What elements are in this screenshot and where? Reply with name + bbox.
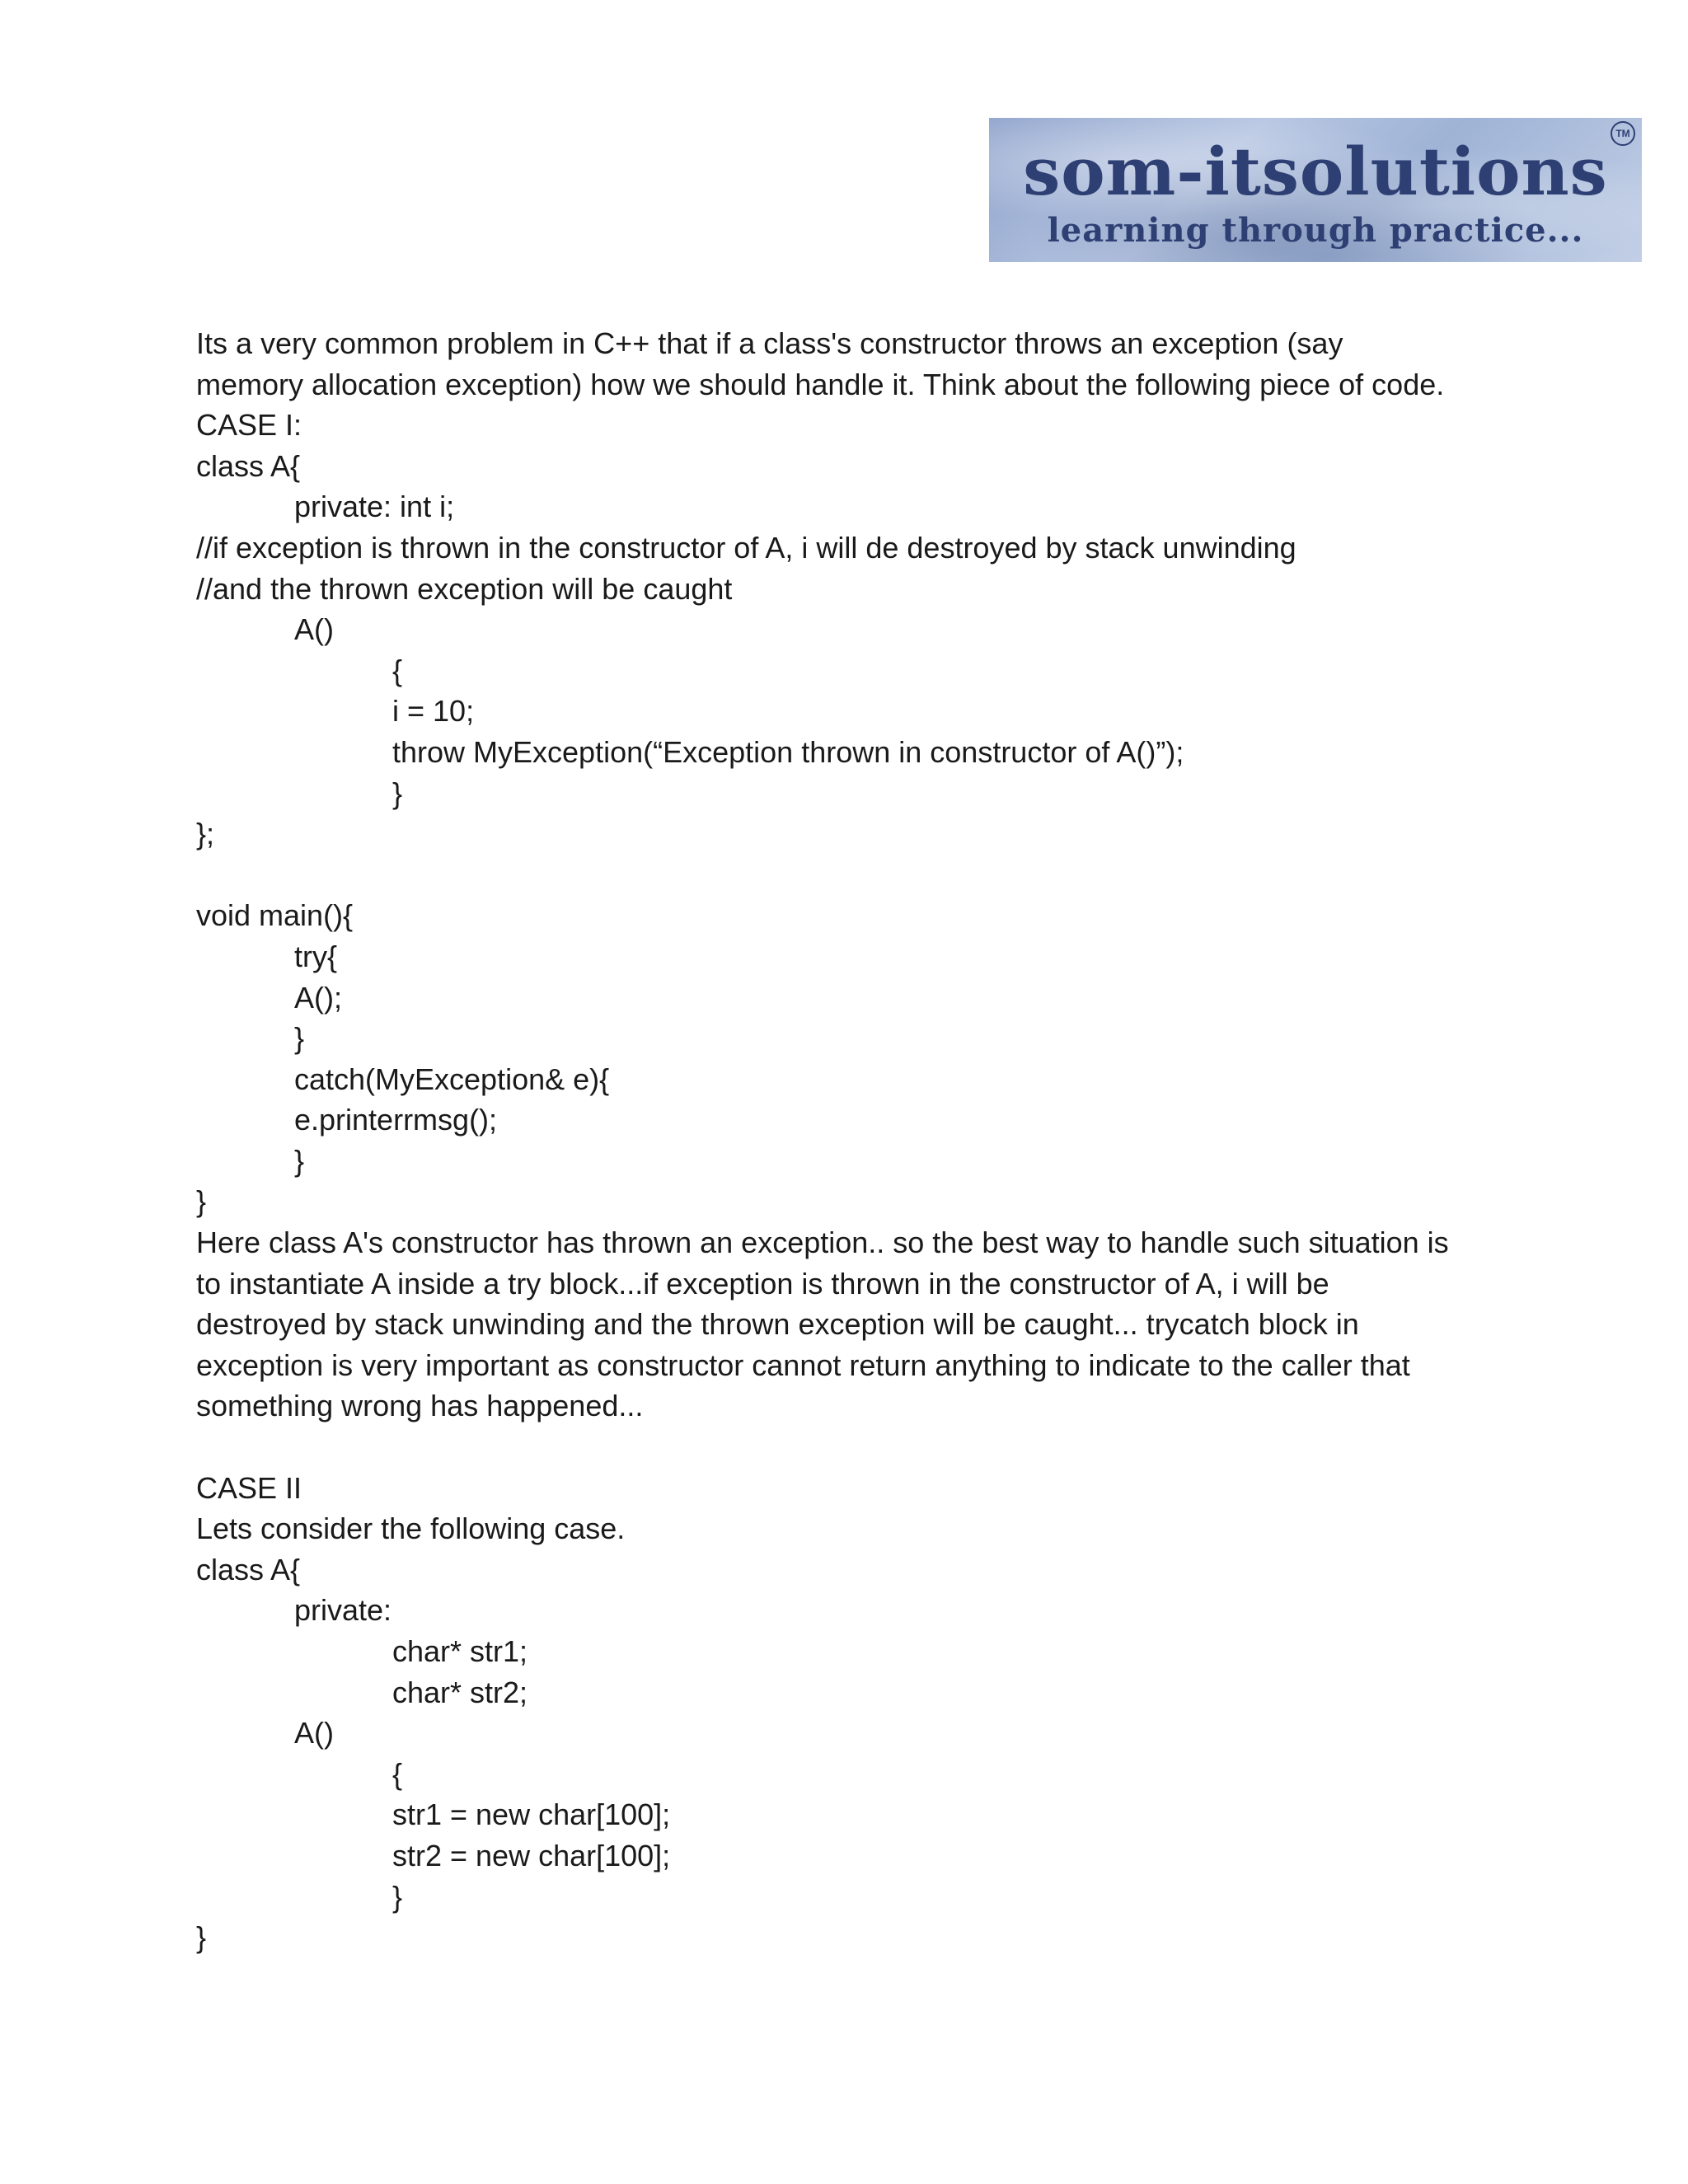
code-line: char* str2; xyxy=(392,1675,528,1709)
code-line: class A{ xyxy=(196,1552,301,1586)
code-line: str1 = new char[100]; xyxy=(392,1797,671,1832)
blank-line xyxy=(196,1427,1515,1468)
code-comment: //if exception is thrown in the constructor of A, i will de destroyed by stack unwinding xyxy=(196,530,1296,565)
code-line: A() xyxy=(294,1716,334,1750)
code-line: e.printerrmsg(); xyxy=(294,1103,498,1137)
explanation-line: Here class A's constructor has thrown an exception.. so the best way to handle such situation is xyxy=(196,1226,1449,1260)
code-line: str2 = new char[100]; xyxy=(392,1838,671,1872)
code-line: } xyxy=(196,1184,207,1219)
explanation-line: to instantiate A inside a try block...if exception is thrown in the constructor of A, i will be xyxy=(196,1266,1329,1301)
case1-heading: CASE I: xyxy=(196,408,302,443)
code-line: catch(MyException& e){ xyxy=(294,1062,610,1096)
code-line: } xyxy=(392,1879,403,1914)
code-line: char* str1; xyxy=(392,1634,528,1668)
code-line: throw MyException(“Exception thrown in constructor of A()”); xyxy=(392,734,1184,769)
code-line: void main(){ xyxy=(196,898,354,933)
code-line: i = 10; xyxy=(392,694,475,729)
code-line: private: xyxy=(294,1593,392,1628)
explanation-line: something wrong has happened... xyxy=(196,1389,644,1423)
document-body xyxy=(196,323,1515,1958)
code-line: private: int i; xyxy=(294,490,455,524)
trademark-symbol: TM xyxy=(1611,121,1635,146)
logo-tagline: learning through practice... xyxy=(1047,211,1584,250)
code-line: }; xyxy=(196,817,215,851)
blank-line xyxy=(196,855,1515,896)
company-logo xyxy=(989,118,1642,262)
code-line: } xyxy=(294,1143,305,1178)
code-line: } xyxy=(392,776,403,810)
case2-heading: CASE II xyxy=(196,1470,302,1505)
code-line: A() xyxy=(294,612,334,647)
intro-line: Its a very common problem in C++ that if a class's constructor throws an exception (say xyxy=(196,326,1343,360)
code-line: A(); xyxy=(294,980,342,1015)
code-line: class A{ xyxy=(196,448,301,483)
code-line: } xyxy=(294,1021,305,1056)
code-line: } xyxy=(196,1920,207,1955)
explanation-line: exception is very important as constructor cannot return anything to indicate to the caller that xyxy=(196,1347,1410,1382)
code-line: try{ xyxy=(294,939,338,973)
explanation-line: destroyed by stack unwinding and the thrown exception will be caught... trycatch block in xyxy=(196,1307,1359,1342)
code-line: { xyxy=(392,653,403,687)
logo-title: som-itsolutions xyxy=(1023,133,1608,210)
case2-intro: Lets consider the following case. xyxy=(196,1511,626,1546)
code-comment: //and the thrown exception will be caught xyxy=(196,571,733,606)
intro-line: memory allocation exception) how we should handle it. Think about the following piece of code. xyxy=(196,367,1445,401)
code-line: { xyxy=(392,1756,403,1791)
